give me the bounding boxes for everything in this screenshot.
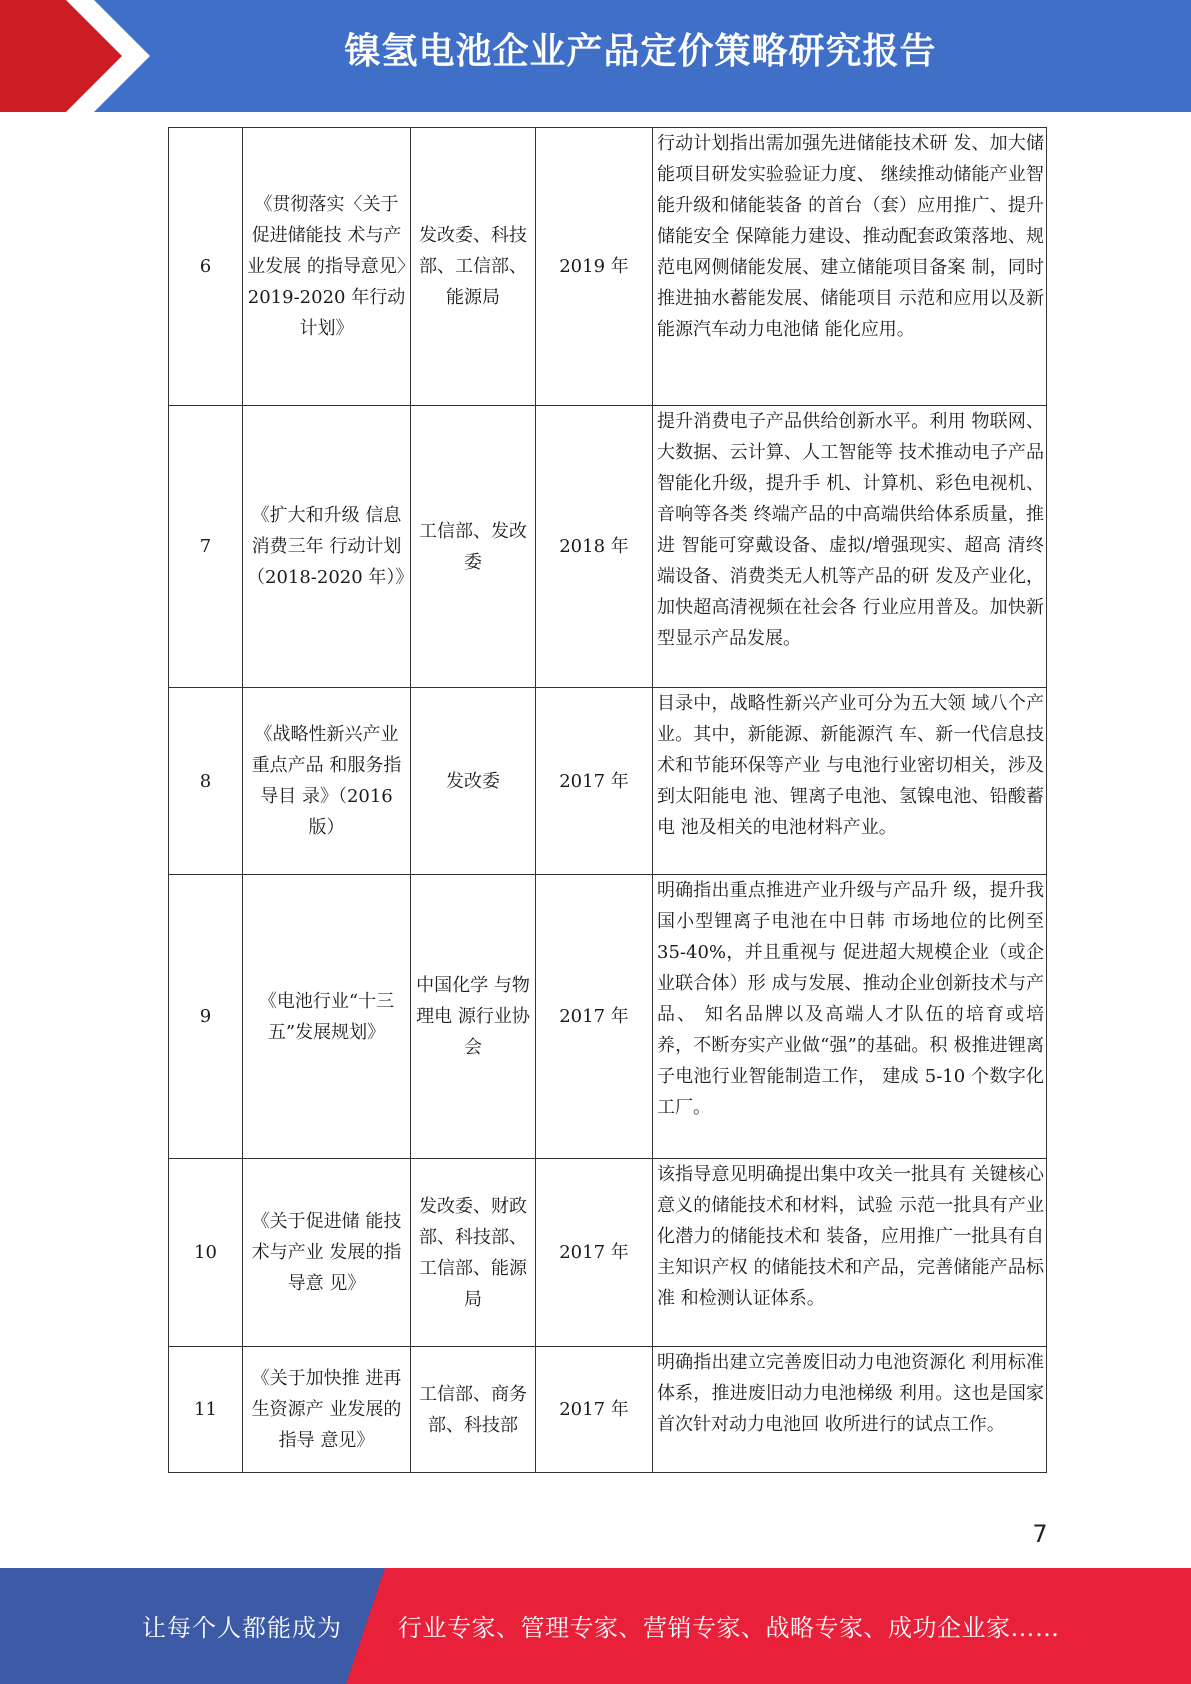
policy-content xyxy=(653,875,1047,1159)
issue-year: 2017 年 xyxy=(536,1159,653,1347)
issue-year: 2017 年 xyxy=(536,688,653,875)
row-number: 7 xyxy=(169,406,243,688)
row-number: 9 xyxy=(169,875,243,1159)
policy-name: 《战略性新兴产业重点产品 和服务指导目 录》（2016 版） xyxy=(243,688,411,875)
issue-year: 2017 年 xyxy=(536,1347,653,1473)
issuing-department: 工信部、发改委 xyxy=(411,406,536,688)
issuing-department: 发改委 xyxy=(411,688,536,875)
table-row xyxy=(169,128,1047,406)
issuing-department: 发改委、科技部、工信部、能源局 xyxy=(411,128,536,406)
policy-name: 《贯彻落实〈关于促进储能技 术与产业发展 的指导意见〉2019-2020 年行动计划》 xyxy=(243,128,411,406)
table-row xyxy=(169,688,1047,875)
row-number: 10 xyxy=(169,1159,243,1347)
issue-year: 2018 年 xyxy=(536,406,653,688)
policy-name: 《关于促进储 能技术与产业 发展的指导意 见》 xyxy=(243,1159,411,1347)
footer-slogan-right: 行业专家、管理专家、营销专家、战略专家、成功企业家…… xyxy=(398,1614,1060,1642)
policy-name: 《电池行业“十三五”发展规划》 xyxy=(243,875,411,1159)
table-row xyxy=(169,1347,1047,1473)
policy-content xyxy=(653,406,1047,688)
policy-content xyxy=(653,128,1047,406)
row-number: 8 xyxy=(169,688,243,875)
policy-name: 《关于加快推 进再生资源产 业发展的指导 意见》 xyxy=(243,1347,411,1473)
issue-year: 2017 年 xyxy=(536,875,653,1159)
document-title: 镍氢电池企业产品定价策略研究报告 xyxy=(344,31,937,72)
policy-content-text: 明确指出重点推进产业升级与产品升 级，提升我国小型锂离子电池在中日韩 市场地位的比例至 35-40%，并且重视与 促进超大规模企业（或企业联合体）形 成与发展、推动企业创新技术与产品、 知名品牌以及高端人才队伍的培育或培 养，不断夯实产业做“强”的基础。积 极推进锂离子电池行业智能制造工作， 建成 5-10 个数字化工厂。 xyxy=(657,880,1044,1118)
page-header xyxy=(0,0,1191,112)
row-number: 6 xyxy=(169,128,243,406)
footer-slogan-left: 让每个人都能成为 xyxy=(142,1614,342,1642)
policy-content-text: 该指导意见明确提出集中攻关一批具有 关键核心意义的储能技术和材料，试验 示范一批具有产业化潜力的储能技术和 装备，应用推广一批具有自主知识产权 的储能技术和产品，完善储能产品标准 和检测认证体系。 xyxy=(657,1164,1044,1309)
table-row xyxy=(169,1159,1047,1347)
policy-name: 《扩大和升级 信息消费三年 行动计划（2018-2020 年）》 xyxy=(243,406,411,688)
policy-content xyxy=(653,688,1047,875)
issue-year: 2019 年 xyxy=(536,128,653,406)
issuing-department: 工信部、商务部、科技部 xyxy=(411,1347,536,1473)
page-number: 7 xyxy=(1032,1520,1048,1548)
policy-content-text: 行动计划指出需加强先进储能技术研 发、加大储能项目研发实验验证力度、 继续推动储能产业智能升级和储能装备 的首台（套）应用推广、提升储能安全 保障能力建设、推动配套政策落地、规范电网侧储能发展、建立储能项目备案 制，同时推进抽水蓄能发展、储能项目 示范和应用以及新能源汽车动力电池储 能化应用。 xyxy=(657,133,1044,340)
policy-content-text: 目录中，战略性新兴产业可分为五大领 域八个产业。其中，新能源、新能源汽 车、新一代信息技术和节能环保等产业 与电池行业密切相关，涉及到太阳能电 池、锂离子电池、氢镍电池、铅酸蓄电 池及相关的电池材料产业。 xyxy=(657,693,1044,838)
policy-content-text: 提升消费电子产品供给创新水平。利用 物联网、大数据、云计算、人工智能等 技术推动电子产品智能化升级，提升手 机、计算机、彩色电视机、音响等各类 终端产品的中高端供给体系质量，推进 智能可穿戴设备、虚拟/增强现实、超高 清终端设备、消费类无人机等产品的研 发及产业化，加快超高清视频在社会各 行业应用普及。加快新型显示产品发展。 xyxy=(657,411,1044,649)
issuing-department: 发改委、财政部、科技部、工信部、能源局 xyxy=(411,1159,536,1347)
table-row xyxy=(169,875,1047,1159)
row-number: 11 xyxy=(169,1347,243,1473)
policy-content xyxy=(653,1159,1047,1347)
issuing-department: 中国化学 与物理电 源行业协会 xyxy=(411,875,536,1159)
policy-table xyxy=(168,127,1047,1473)
page-footer xyxy=(0,1568,1191,1684)
table-row xyxy=(169,406,1047,688)
policy-content-text: 明确指出建立完善废旧动力电池资源化 利用标准体系，推进废旧动力电池梯级 利用。这也是国家首次针对动力电池回 收所进行的试点工作。 xyxy=(657,1352,1044,1435)
policy-content xyxy=(653,1347,1047,1473)
